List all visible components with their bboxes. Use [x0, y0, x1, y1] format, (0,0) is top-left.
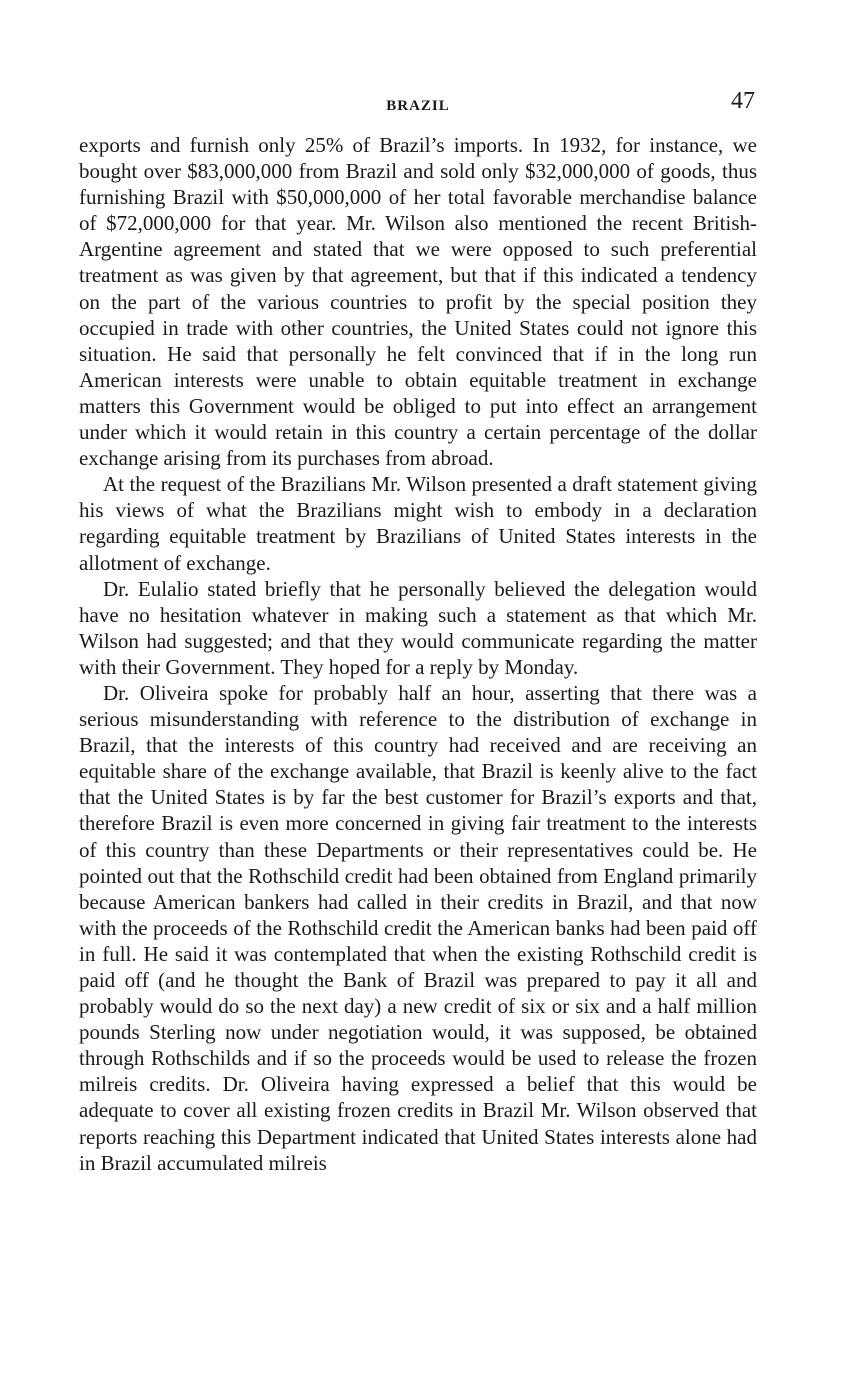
paragraph-oliveira: Dr. Oliveira spoke for probably half an hour, asserting that there was a serious misunderstanding with reference to the distribution of exchange in Brazil, that the interests of this country had received and are receiving an equitable share of the exchange available, that Brazil is keenly alive to the fact that the United States is by far the best customer for Brazil’s exports and that, therefore Brazil is even more concerned in giving fair treatment to the interests of this country than these Departments or their representatives could be. He pointed out that the Rothschild credit had been obtained from England primarily because American bankers had called in their credits in Brazil, and that now with the proceeds of the Rothschild credit the American banks had been paid off in full. He said it was contemplated that when the existing Rothschild credit is paid off (and he thought the Bank of Brazil was prepared to pay it all and probably would do so the next day) a new credit of six or six and a half million pounds Sterling now under negotiation would, it was supposed, be obtained through Rothschilds and if so the proceeds would be used to release the frozen milreis credits. Dr. Oliveira having expressed a belief that this would be adequate to cover all existing frozen credits in Brazil Mr. Wilson observed that reports reaching this Department indicated that United States interests alone had in Brazil accumulated milreis: [79, 680, 757, 1175]
paragraph-draft-statement: At the request of the Brazilians Mr. Wilson presented a draft statement giving his views of what the Brazilians might wish to embody in a declaration regarding equitable treatment by Brazilians of United States interests in the allotment of exchange.: [79, 472, 757, 575]
running-title: BRAZIL: [386, 98, 450, 114]
paragraph-eulalio: Dr. Eulalio stated briefly that he personally believed the delegation would have no hesitation whatever in making such a statement as that which Mr. Wilson had suggested; and that they would communicate regarding the matter with their Government. They hoped for a reply by Monday.: [79, 576, 757, 679]
document-page: [79, 88, 757, 1176]
paragraph-continued: exports and furnish only 25% of Brazil’s imports. In 1932, for instance, we bought over $83,000,000 from Brazil and sold only $32,000,000 of goods, thus furnishing Brazil with $50,000,000 of her total favorable merchandise balance of $72,000,000 for that year. Mr. Wilson also mentioned the recent British-Argentine agreement and stated that we were opposed to such preferential treatment as was given by that agreement, but that if this indicated a tendency on the part of the various countries to profit by the special position they occupied in trade with other countries, the United States could not ignore this situation. He said that personally he felt convinced that if in the long run American interests were unable to obtain equitable treatment in exchange matters this Government would be obliged to put into effect an arrangement under which it would retain in this country a certain percentage of the dollar exchange arising from its purchases from abroad.: [79, 133, 757, 471]
running-header: [79, 88, 757, 124]
body-text: [79, 132, 757, 1176]
page-number: 47: [731, 88, 755, 114]
